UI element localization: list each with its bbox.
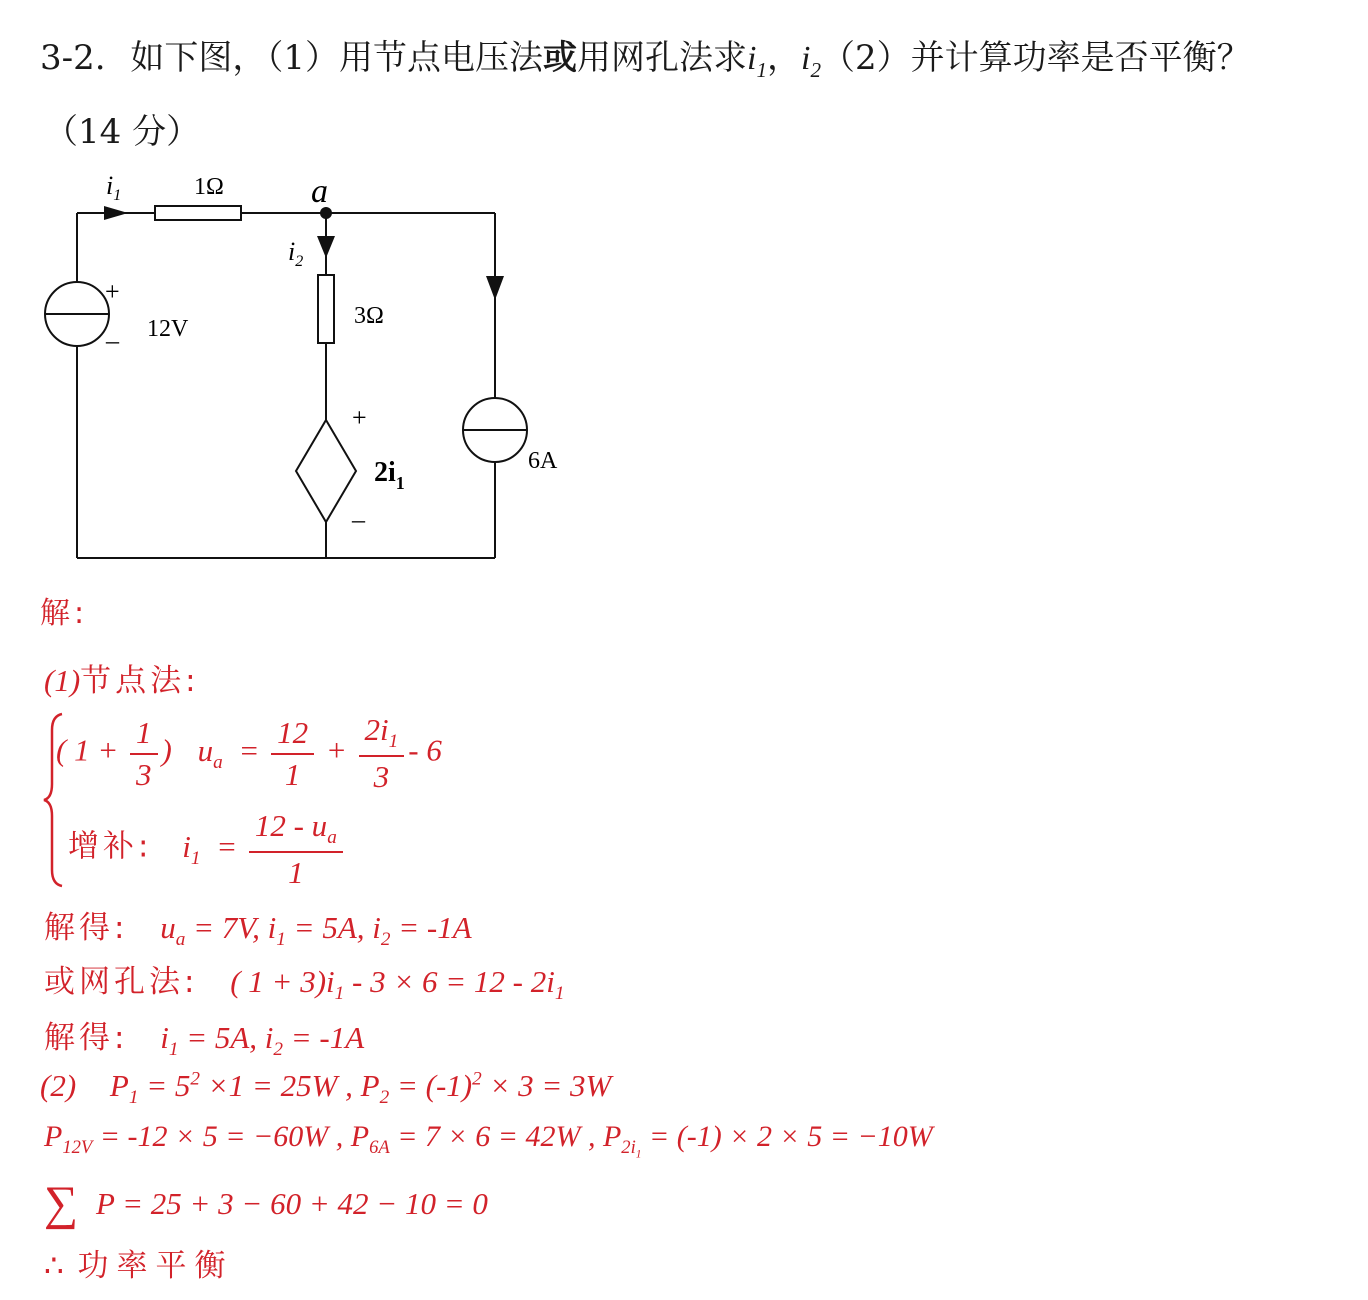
question-comma: ， xyxy=(767,38,802,78)
label-vs-plus: + xyxy=(105,277,120,306)
part1-heading: (1)节点法: xyxy=(44,663,200,699)
circuit-diagram xyxy=(0,160,620,580)
equation-1: ( 1 + $\frac{1}{3}$ ) $u_a$ = $\frac{12}{1}$ + $\frac{2i_1}{3}$ - 6 xyxy=(56,712,442,795)
label-3ohm: 3Ω xyxy=(354,303,384,329)
question-i2: $i_2$ xyxy=(801,40,822,82)
dependent-voltage-source xyxy=(296,420,356,522)
question-i1: $i_1$ xyxy=(747,40,768,82)
label-12v: 12V xyxy=(147,316,189,342)
label-i1: $i_1$ xyxy=(106,171,122,204)
equation-2: 增补: $i_1$ = $\frac{12 - u_a}{1}$ xyxy=(68,808,347,891)
label-vs-minus: _ xyxy=(106,317,119,346)
label-node-a: a xyxy=(311,173,328,210)
label-6a: 6A xyxy=(528,448,558,474)
question-text-2: 用网孔法求 xyxy=(577,38,748,78)
power-line-2-values: $P_{12V} = -12 \times 5 = -60W$ , $P_{6A} = 7 \times 6 = 42W$ , $P_{2i_1} = (-1) \times 2 \times 5 = -10W$ xyxy=(44,1120,933,1161)
therefore-icon: ∴ xyxy=(44,1248,64,1283)
power-sum: ∑ P = 25 + 3 − 60 + 42 − 10 = 0 xyxy=(44,1177,488,1230)
result-1-values: $u_a = 7V$, $i_1 = 5A$, $i_2 = -1A$ xyxy=(160,910,472,951)
arrow-i2-icon xyxy=(317,236,335,258)
voltage-source-12v xyxy=(45,282,109,346)
sum-icon: ∑ xyxy=(44,1177,79,1230)
power-line-1: (2) $P_1 = 5^2 \times 1 = 25W$ , $P_2 = (-1)^2 \times 3 = 3W$ xyxy=(40,1068,612,1109)
label-i2: $i_2$ xyxy=(288,237,304,270)
label-dep-source: $2i_1$ xyxy=(374,457,405,493)
arrow-6a-icon xyxy=(486,276,504,300)
label-dep-minus: – xyxy=(352,505,365,534)
label-1ohm: 1Ω xyxy=(194,174,224,200)
current-source-6a xyxy=(463,398,527,462)
result-2-values: $i_1 = 5A$, $i_2 = -1A$ xyxy=(160,1020,365,1061)
power-line-1-values: $P_1 = 5^2 \times 1 = 25W$ , $P_2 = (-1)^2 \times 3 = 3W$ xyxy=(109,1068,612,1109)
mesh-equation-values: ( $1 + 3)i_1 - 3 \times 6 = 12 - 2i_1$ xyxy=(230,964,565,1005)
arrow-i1-icon xyxy=(104,206,128,220)
conclusion: ∴ 功率平衡 xyxy=(44,1248,234,1284)
result-2: 解得: $i_1 = 5A$, $i_2 = -1A$ xyxy=(44,1020,365,1061)
question-line xyxy=(40,30,1251,83)
question-number: 3-2. xyxy=(40,38,106,78)
resistor-3ohm xyxy=(318,275,334,343)
label-dep-plus: + xyxy=(352,403,367,432)
question-text-bold: 或 xyxy=(543,38,578,78)
solution-header: 解: xyxy=(40,596,89,631)
question-text-1: 如下图，（1）用节点电压法 xyxy=(130,38,544,78)
resistor-1ohm xyxy=(155,206,241,220)
power-line-2 xyxy=(44,1120,933,1161)
question-score: （14 分） xyxy=(44,112,201,152)
mesh-equation: 或网孔法: ( $1 + 3)i_1 - 3 \times 6 = 12 - 2i_1$ xyxy=(44,964,565,1005)
question-text-3: （2）并计算功率是否平衡？ xyxy=(821,38,1251,78)
result-1: 解得: $u_a = 7V$, $i_1 = 5A$, $i_2 = -1A$ xyxy=(44,910,472,951)
